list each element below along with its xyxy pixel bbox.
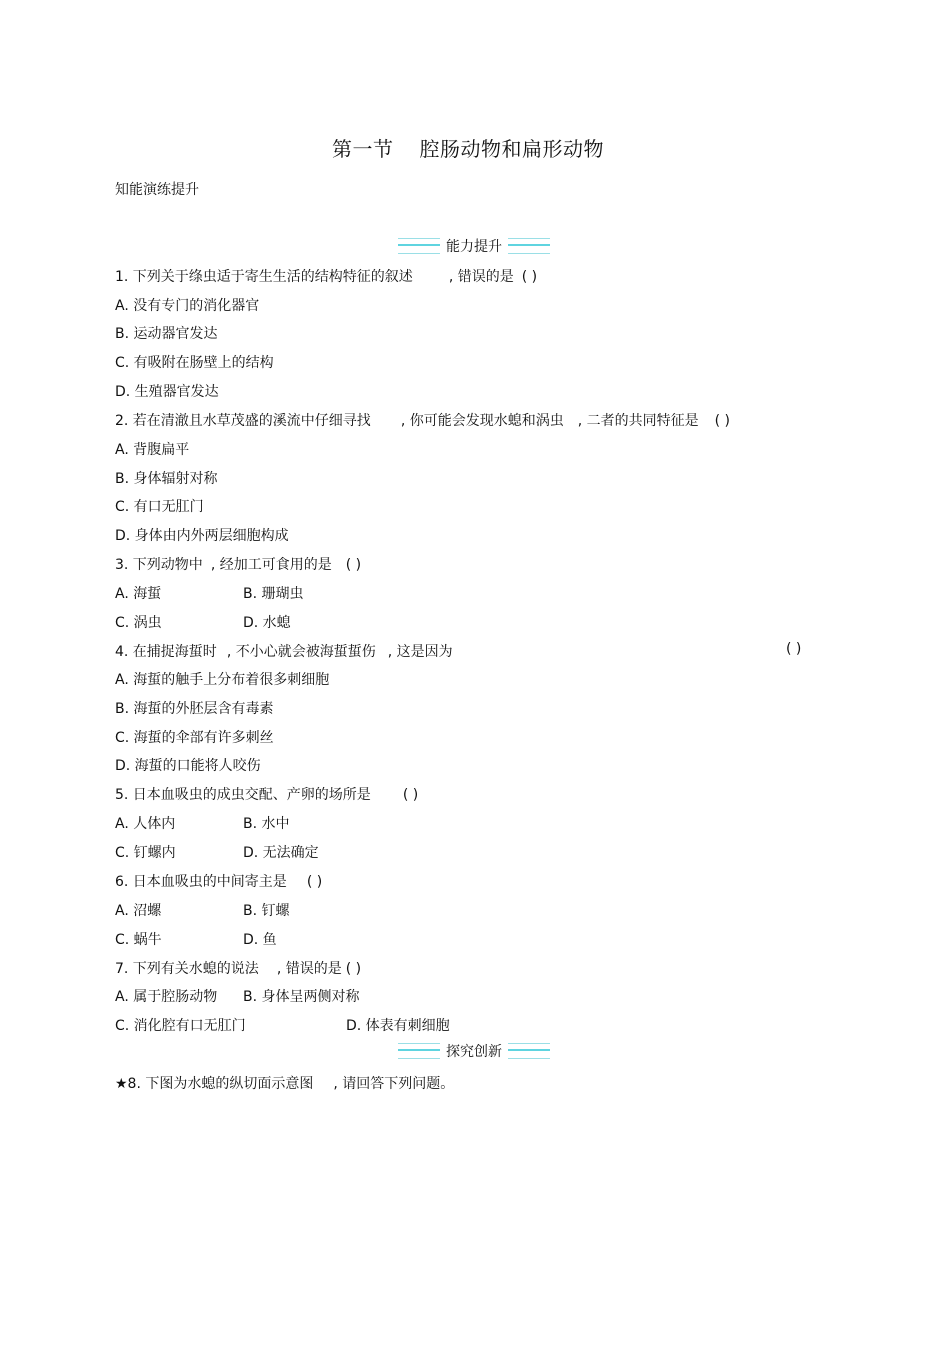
question-4-option-b: B. 海蜇的外胚层含有毒素 (115, 701, 274, 717)
question-1-stem: 1. 下列关于绦虫适于寄生生活的结构特征的叙述 , 错误的是 ( ) (115, 269, 538, 285)
section-decor-left (398, 238, 440, 254)
question-1-option-c: C. 有吸附在肠壁上的结构 (115, 355, 274, 371)
section-header-inquiry (398, 1041, 550, 1063)
question-2-option-d: D. 身体由内外两层细胞构成 (115, 528, 289, 544)
question-3-option-a: A. 海蜇 (115, 586, 162, 602)
section-decor-right (508, 1043, 550, 1059)
question-1-option-d: D. 生殖器官发达 (115, 384, 219, 400)
section-decor-left (398, 1043, 440, 1059)
question-4-option-c: C. 海蜇的伞部有许多刺丝 (115, 730, 274, 746)
question-3-stem: 3. 下列动物中 , 经加工可食用的是 ( ) (115, 557, 362, 573)
question-6-option-a: A. 沼螺 (115, 903, 162, 919)
question-5-option-c: C. 钉螺内 (115, 845, 176, 861)
question-5-option-a: A. 人体内 (115, 816, 176, 832)
question-4-answer-paren: ( ) (786, 641, 802, 657)
question-7-option-c: C. 消化腔有口无肛门 (115, 1018, 246, 1034)
section-header-ability (398, 236, 550, 258)
question-5-option-b: B. 水中 (243, 816, 290, 832)
question-2-option-a: A. 背腹扁平 (115, 442, 190, 458)
question-7-option-d: D. 体表有刺细胞 (346, 1018, 450, 1034)
question-1-option-b: B. 运动器官发达 (115, 326, 218, 342)
section-label: 探究创新 (446, 1044, 502, 1060)
question-3-option-d: D. 水螅 (243, 615, 291, 631)
question-6-stem: 6. 日本血吸虫的中间寄主是 ( ) (115, 874, 323, 890)
page-subtitle: 知能演练提升 (115, 182, 199, 198)
question-4-option-d: D. 海蜇的口能将人咬伤 (115, 758, 261, 774)
title-topic: 腔肠动物和扁形动物 (419, 137, 604, 161)
question-7-option-b: B. 身体呈两侧对称 (243, 989, 360, 1005)
question-3-option-c: C. 涡虫 (115, 615, 162, 631)
question-2-option-b: B. 身体辐射对称 (115, 471, 218, 487)
section-label: 能力提升 (446, 239, 502, 255)
question-7-option-a: A. 属于腔肠动物 (115, 989, 218, 1005)
question-4-stem: 4. 在捕捉海蜇时 , 不小心就会被海蜇蜇伤 , 这是因为 (115, 644, 453, 660)
question-2-option-c: C. 有口无肛门 (115, 499, 204, 515)
question-5-stem: 5. 日本血吸虫的成虫交配、产卵的场所是 ( ) (115, 787, 419, 803)
page-title (0, 133, 936, 162)
question-8-stem: ★8. 下图为水螅的纵切面示意图 , 请回答下列问题。 (115, 1076, 455, 1092)
question-5-option-d: D. 无法确定 (243, 845, 319, 861)
question-1-option-a: A. 没有专门的消化器官 (115, 298, 260, 314)
section-decor-right (508, 238, 550, 254)
question-6-option-c: C. 蜗牛 (115, 932, 162, 948)
question-7-stem: 7. 下列有关水螅的说法 , 错误的是 ( ) (115, 961, 362, 977)
question-4-option-a: A. 海蜇的触手上分布着很多刺细胞 (115, 672, 330, 688)
question-6-option-d: D. 鱼 (243, 932, 277, 948)
question-6-option-b: B. 钉螺 (243, 903, 290, 919)
question-2-stem: 2. 若在清澈且水草茂盛的溪流中仔细寻找 , 你可能会发现水螅和涡虫 , 二者的共同特征是 ( ) (115, 413, 730, 429)
question-3-option-b: B. 珊瑚虫 (243, 586, 304, 602)
title-section-number: 第一节 (332, 137, 394, 161)
